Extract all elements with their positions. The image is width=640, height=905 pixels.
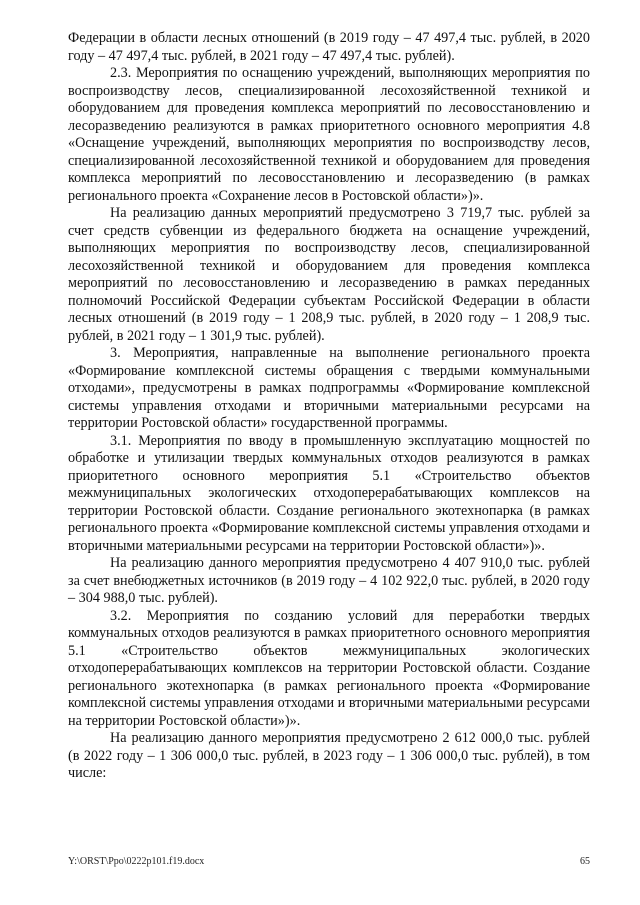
paragraph: На реализацию данного мероприятия предусмотрено 2 612 000,0 тыс. рублей (в 2022 году – 1 306 000,0 тыс. рублей, в 2023 году – 1 306 000,0 тыс. рублей), в том числе:: [68, 730, 590, 781]
paragraph: 3. Мероприятия, направленные на выполнение регионального проекта «Формирование комплексной системы обращения с твердыми коммунальными отходами», предусмотрены в рамках подпрограммы «Формирование комплексной системы управления отходами и вторичными материальными ресурсами на территории Ростовской области» государственной программы.: [68, 345, 590, 431]
file-path: Y:\ORST\Ppo\0222p101.f19.docx: [68, 856, 205, 867]
paragraph: На реализацию данного мероприятия предусмотрено 4 407 910,0 тыс. рублей за счет внебюджетных источников (в 2019 году – 4 102 922,0 тыс. рублей, в 2020 году – 304 988,0 тыс. рублей).: [68, 555, 590, 606]
paragraph: 3.1. Мероприятия по вводу в промышленную эксплуатацию мощностей по обработке и утилизации твердых коммунальных отходов реализуются в рамках приоритетного основного мероприятия 5.1 «Строительство объектов межмуниципальных экологических отходоперерабатывающих комплексов на территории Ростовской области. Создание регионального экотехнопарка (в рамках регионального проекта «Формирование комплексной системы управления отходами и вторичными материальными ресурсами на территории Ростовской области»)».: [68, 432, 590, 554]
paragraph: 2.3. Мероприятия по оснащению учреждений, выполняющих мероприятия по воспроизводству лесов, специализированной лесохозяйственной техникой и оборудованием для проведения комплекса мероприятий по лесовосстановлению и лесоразведению реализуются в рамках приоритетного основного мероприятия 4.8 «Оснащение учреждений, выполняющих мероприятия по воспроизводству лесов, специализированной лесохозяйственной техникой и оборудованием для проведения комплекса мероприятий по лесовосстановлению и лесоразведению (в рамках регионального проекта «Сохранение лесов в Ростовской области»)».: [68, 65, 590, 204]
paragraph: На реализацию данных мероприятий предусмотрено 3 719,7 тыс. рублей за счет средств субвенции из федерального бюджета на оснащение учреждений, выполняющих мероприятия по воспроизводству лесов, специализированной лесохозяйственной техникой и оборудованием для проведения комплекса мероприятий по лесовосстановлению и лесоразведению в рамках переданных полномочий Российской Федерации субъектам Российской Федерации в области лесных отношений (в 2019 году – 1 208,9 тыс. рублей, в 2020 году – 1 208,9 тыс. рублей, в 2021 году – 1 301,9 тыс. рублей).: [68, 205, 590, 344]
page-footer: [68, 856, 590, 870]
page-number: 65: [580, 856, 590, 867]
paragraph: Федерации в области лесных отношений (в 2019 году – 47 497,4 тыс. рублей, в 2020 году – 47 497,4 тыс. рублей, в 2021 году – 47 497,4 тыс. рублей).: [68, 30, 590, 64]
paragraph: 3.2. Мероприятия по созданию условий для переработки твердых коммунальных отходов реализуются в рамках приоритетного основного мероприятия 5.1 «Строительство объектов межмуниципальных экологических отходоперерабатывающих комплексов на территории Ростовской области. Создание регионального экотехнопарка (в рамках регионального проекта «Формирование комплексной системы управления отходами и вторичными материальными ресурсами на территории Ростовской области»)».: [68, 607, 590, 729]
document-body: [68, 30, 590, 783]
